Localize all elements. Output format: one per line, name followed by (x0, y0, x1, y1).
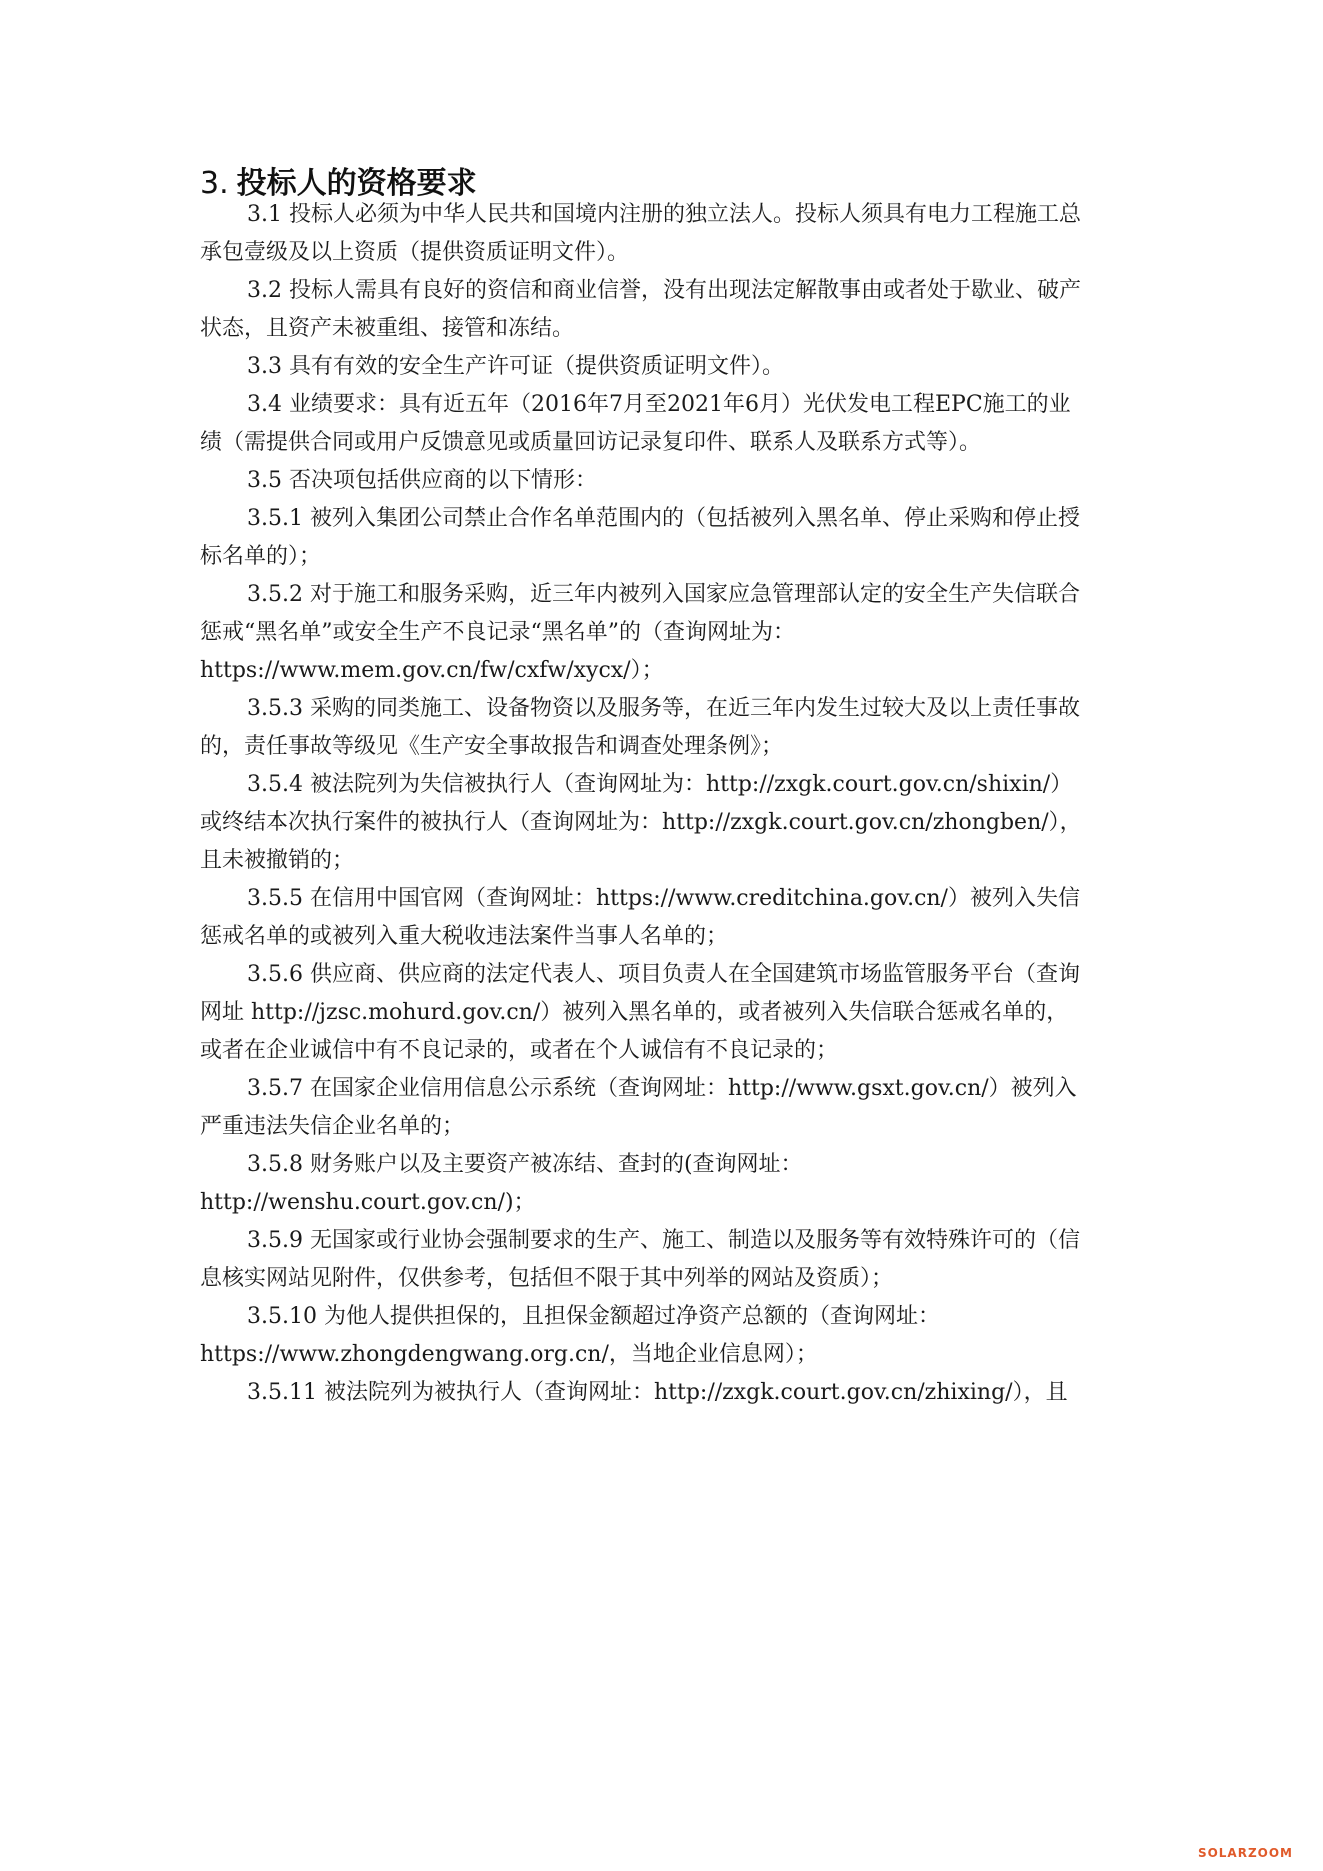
paragraph-line: 或者在企业诚信中有不良记录的，或者在个人诚信有不良记录的； (200, 1038, 839, 1063)
paragraph-line: 3.5.4 被法院列为失信被执行人（查询网址为：http://zxgk.court.gov.cn/shixin/） (247, 772, 1073, 797)
paragraph-line: 标名单的）； (200, 544, 322, 569)
paragraph-line: 3.5.10 为他人提供担保的，且担保金额超过净资产总额的（查询网址： (247, 1304, 940, 1329)
paragraph-line: 且未被撤销的； (200, 848, 355, 873)
paragraph-line: 3.5.3 采购的同类施工、设备物资以及服务等，在近三年内发生过较大及以上责任事故 (247, 696, 1080, 721)
paragraph-line: 严重违法失信企业名单的； (200, 1114, 465, 1139)
paragraph-line: 3.2 投标人需具有良好的资信和商业信誉，没有出现法定解散事由或者处于歇业、破产 (247, 278, 1081, 303)
paragraph-line: https://www.zhongdengwang.org.cn/，当地企业信息网）； (200, 1342, 818, 1367)
paragraph-line: 3.5.2 对于施工和服务采购，近三年内被列入国家应急管理部认定的安全生产失信联合 (247, 582, 1080, 607)
paragraph-line: 承包壹级及以上资质（提供资质证明文件）。 (200, 240, 630, 265)
paragraph-line: 3.5 否决项包括供应商的以下情形： (247, 468, 597, 493)
paragraph-line: 3.5.8 财务账户以及主要资产被冻结、查封的(查询网址： (247, 1152, 803, 1177)
section-number: 3. (200, 166, 229, 201)
paragraph-line: 3.5.11 被法院列为被执行人（查询网址：http://zxgk.court.gov.cn/zhixing/），且 (247, 1380, 1068, 1405)
paragraph-line: 惩戒名单的或被列入重大税收违法案件当事人名单的； (200, 924, 729, 949)
section-heading (200, 158, 477, 202)
section-title: 投标人的资格要求 (236, 166, 477, 201)
paragraph-line: 状态，且资产未被重组、接管和冻结。 (200, 316, 575, 341)
paragraph-line: https://www.mem.gov.cn/fw/cxfw/xycx/）； (200, 658, 664, 683)
paragraph-line: 网址 http://jzsc.mohurd.gov.cn/）被列入黑名单的，或者被列入失信联合惩戒名单的， (200, 1000, 1069, 1025)
paragraph-line: 3.3 具有有效的安全生产许可证（提供资质证明文件）。 (247, 354, 784, 379)
paragraph-line: 3.4 业绩要求：具有近五年（2016年7月至2021年6月）光伏发电工程EPC施工的业 (247, 392, 1071, 417)
paragraph-line: 的，责任事故等级见《生产安全事故报告和调查处理条例》； (200, 734, 784, 759)
paragraph-line: 3.5.5 在信用中国官网（查询网址：https://www.creditchina.gov.cn/）被列入失信 (247, 886, 1080, 911)
watermark: SOLARZOOM (1197, 1846, 1293, 1860)
paragraph-line: 3.5.7 在国家企业信用信息公示系统（查询网址：http://www.gsxt.gov.cn/）被列入 (247, 1076, 1077, 1101)
paragraph-line: 绩（需提供合同或用户反馈意见或质量回访记录复印件、联系人及联系方式等）。 (200, 430, 982, 455)
paragraph-line: 或终结本次执行案件的被执行人（查询网址为：http://zxgk.court.gov.cn/zhongben/）， (200, 810, 1082, 835)
paragraph-line: 3.1 投标人必须为中华人民共和国境内注册的独立法人。投标人须具有电力工程施工总 (247, 202, 1081, 227)
paragraph-line: http://wenshu.court.gov.cn/)； (200, 1190, 536, 1215)
paragraph-line: 3.5.9 无国家或行业协会强制要求的生产、施工、制造以及服务等有效特殊许可的（信 (247, 1228, 1080, 1253)
paragraph-line: 3.5.1 被列入集团公司禁止合作名单范围内的（包括被列入黑名单、停止采购和停止授 (247, 506, 1080, 531)
paragraph-line: 3.5.6 供应商、供应商的法定代表人、项目负责人在全国建筑市场监管服务平台（查询 (247, 962, 1080, 987)
paragraph-line: 惩戒“黑名单”或安全生产不良记录“黑名单”的（查询网址为： (200, 620, 795, 645)
paragraph-line: 息核实网站见附件，仅供参考，包括但不限于其中列举的网站及资质）； (200, 1266, 894, 1291)
